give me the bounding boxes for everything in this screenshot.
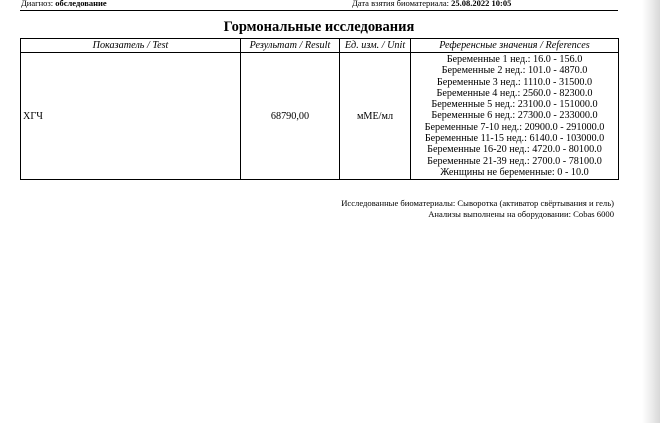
results-table [20, 38, 619, 180]
table-header-row [21, 39, 619, 53]
reference-line: Беременные 5 нед.: 23100.0 - 151000.0 [431, 99, 598, 111]
test-name: ХГЧ [21, 53, 241, 180]
column-header-result: Результат / Result [241, 39, 340, 53]
sample-date-value: 25.08.2022 10:05 [451, 0, 512, 8]
column-header-test: Показатель / Test [21, 39, 241, 53]
reference-line: Женщины не беременные: 0 - 10.0 [440, 166, 589, 178]
equipment-note: Анализы выполнены на оборудовании: Cobas 6000 [428, 209, 614, 219]
reference-values [411, 53, 619, 180]
test-result: 68790,00 [241, 53, 340, 180]
reference-line: Беременные 1 нед.: 16.0 - 156.0 [446, 54, 583, 65]
diagnosis-value: обследование [55, 0, 107, 8]
reference-line: Беременные 4 нед.: 2560.0 - 82300.0 [436, 87, 593, 99]
page-edge-shadow [642, 0, 660, 423]
table-row [21, 53, 619, 180]
reference-line: Беременные 21-39 нед.: 2700.0 - 78100.0 [427, 155, 602, 167]
sample-date [352, 0, 511, 8]
reference-line: Беременные 7-10 нед.: 20900.0 - 291000.0 [424, 121, 605, 133]
test-unit: мМЕ/мл [340, 53, 411, 180]
biomaterial-note: Исследованные биоматериалы: Сыворотка (активатор свёртывания и гель) [341, 198, 614, 208]
reference-line: Беременные 3 нед.: 1110.0 - 31500.0 [436, 76, 593, 88]
sample-date-label: Дата взятия биоматериала: [352, 0, 449, 8]
report-header [20, 0, 618, 11]
column-header-references: Референсные значения / References [411, 39, 619, 53]
page-title: Гормональные исследования [223, 19, 415, 35]
diagnosis [21, 0, 107, 8]
reference-line: Беременные 11-15 нед.: 6140.0 - 103000.0 [424, 133, 605, 145]
reference-line: Беременные 16-20 нед.: 4720.0 - 80100.0 [427, 144, 602, 156]
reference-line: Беременные 6 нед.: 27300.0 - 233000.0 [431, 110, 598, 122]
diagnosis-label: Диагноз: [21, 0, 54, 8]
reference-line: Беременные 2 нед.: 101.0 - 4870.0 [441, 65, 588, 77]
column-header-unit: Ед. изм. / Unit [340, 39, 411, 53]
